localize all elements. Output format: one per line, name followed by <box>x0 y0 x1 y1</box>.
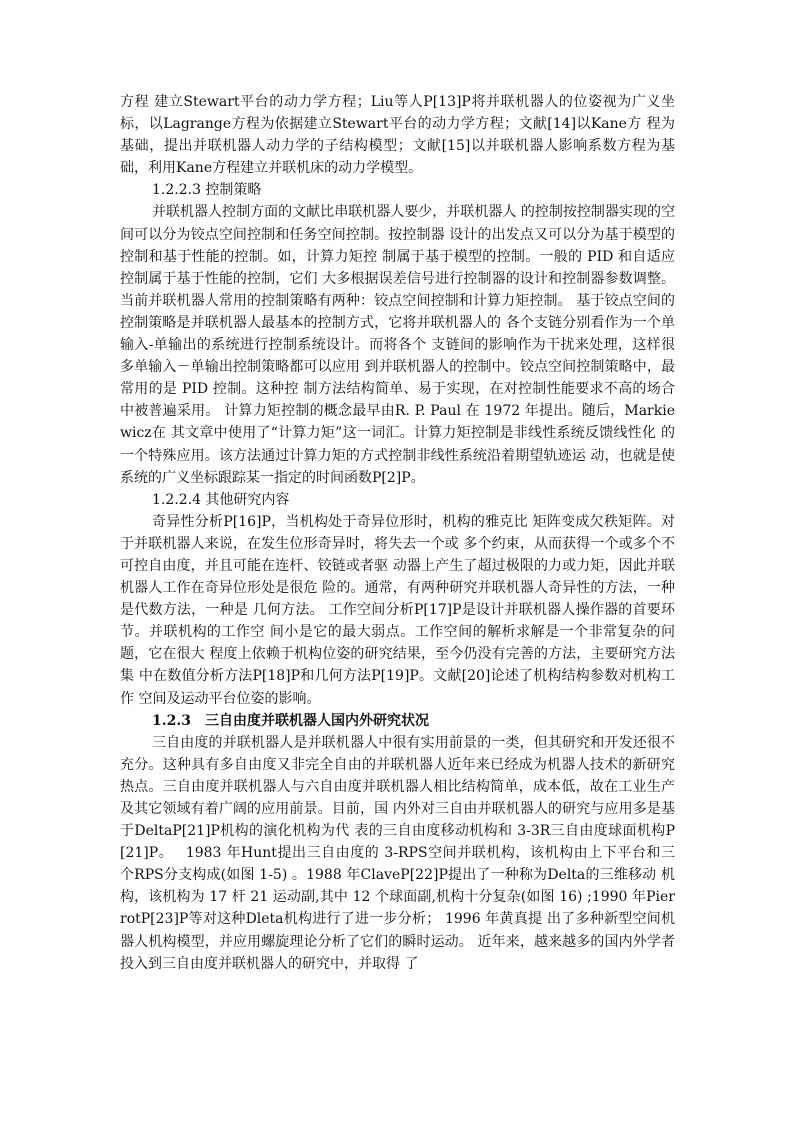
paragraph-dynamics-continued: 方程 建立Stewart平台的动力学方程；Liu等人P[13]P将并联机器人的位姿视为广义坐 标，以Lagrange方程为依据建立Stewart平台的动力学方程；文献[14]以Kane方 程为基础，提出并联机器人动力学的子结构模型；文献[15]以并联机器人影响系数方程为基础，利用Kane方程建立并联机床的动力学模型。 <box>120 94 675 177</box>
heading-three-dof-research: 1.2.3 三自由度并联机器人国内外研究状况 <box>152 712 429 729</box>
paragraph-control-strategy: 并联机器人控制方面的文献比串联机器人要少，并联机器人 的控制按控制器实现的空间可以分为铰点空间控制和任务空间控制。按控制器 设计的出发点又可以分为基于模型的控制和基于性能的控制。如，计算力矩控 制属于基于模型的控制。一般的 PID 和自适应控制属于基于性能的控制，它们 大多根据误差信号进行控制器的设计和控制器参数调整。 当前并联机器人常用的控制策略有两种：铰点空间控制和计算力矩控制。 基于铰点空间的控制策略是并联机器人最基本的控制方式，它将并联机器人的 各个支链分别看作为一个单输入-单输出的系统进行控制系统设计。而将各个 支链间的影响作为干扰来处理，这样很多单输入－单输出控制策略都可以应用 到并联机器人的控制中。铰点空间控制策略中，最常用的是 PID 控制。这种控 制方法结构简单、易于实现，在对控制性能要求不高的场合中被普遍采用。 计算力矩控制的概念最早由R. P. Paul 在 1972 年提出。随后，Markiewicz在 其文章中使用了“计算力矩”这一词汇。计算力矩控制是非线性系统反馈线性化 的一个特殊应用。该方法通过计算力矩的方式控制非线性系统沿着期望轨迹运 动，也就是使系统的广义坐标跟踪某一指定的时间函数P[2]P。 <box>120 204 675 486</box>
heading-other-research: 1.2.2.4 其他研究内容 <box>152 491 290 508</box>
paragraph-other-research: 奇异性分析P[16]P，当机构处于奇异位形时，机构的雅克比 矩阵变成欠秩矩阵。对于并联机器人来说，在发生位形奇异时，将失去一个或 多个约束，从而获得一个或多个不可控自由度，并且可能在连杆、铰链或者驱 动器上产生了超过极限的力或力矩，因此并联机器人工作在奇异位形处是很危 险的。通常，有两种研究并联机器人奇异性的方法，一种是代数方法，一种是 几何方法。 工作空间分析P[17]P是设计并联机器人操作器的首要环节。并联机构的工作空 间小是它的最大弱点。工作空间的解析求解是一个非常复杂的问题，它在很大 程度上依赖于机构位姿的研究结果，至今仍没有完善的方法，主要研究方法集 中在数值分析方法P[18]P和几何方法P[19]P。文献[20]论述了机构结构参数对机构工作 空间及运动平台位姿的影响。 <box>120 513 675 707</box>
document-page <box>120 91 675 975</box>
heading-control-strategy: 1.2.2.3 控制策略 <box>152 182 262 199</box>
paragraph-three-dof-research: 三自由度的并联机器人是并联机器人中很有实用前景的一类，但其研究和开发还很不充分。这种具有多自由度又非完全自由的并联机器人近年来已经成为机器人技术的新研究热点。三自由度并联机器人与六自由度并联机器人相比结构简单，成本低，故在工业生产及其它领域有着广阔的应用前景。目前，国 内外对三自由并联机器人的研究与应用多是基于DeltaP[21]P机构的演化机构为代 表的三自由度移动机构和 3-3R三自由度球面机构P[21]P。 1983 年Hunt提出三自由度的 3-RPS空间并联机构，该机构由上下平台和三 个RPS分支构成(如图 1-5) 。1988 年ClaveP[22]P提出了一种称为Delta的三维移动 机构，该机构为 17 杆 21 运动副,其中 12 个球面副,机构十分复杂(如图 16) ;1990 年PierrotP[23]P等对这种Dleta机构进行了进一步分析； 1996 年黄真提 出了多种新型空间机器人机构模型，并应用螺旋理论分析了它们的瞬时运动。 近年来，越来越多的国内外学者投入到三自由度并联机器人的研究中，并取得 了 <box>120 734 675 972</box>
